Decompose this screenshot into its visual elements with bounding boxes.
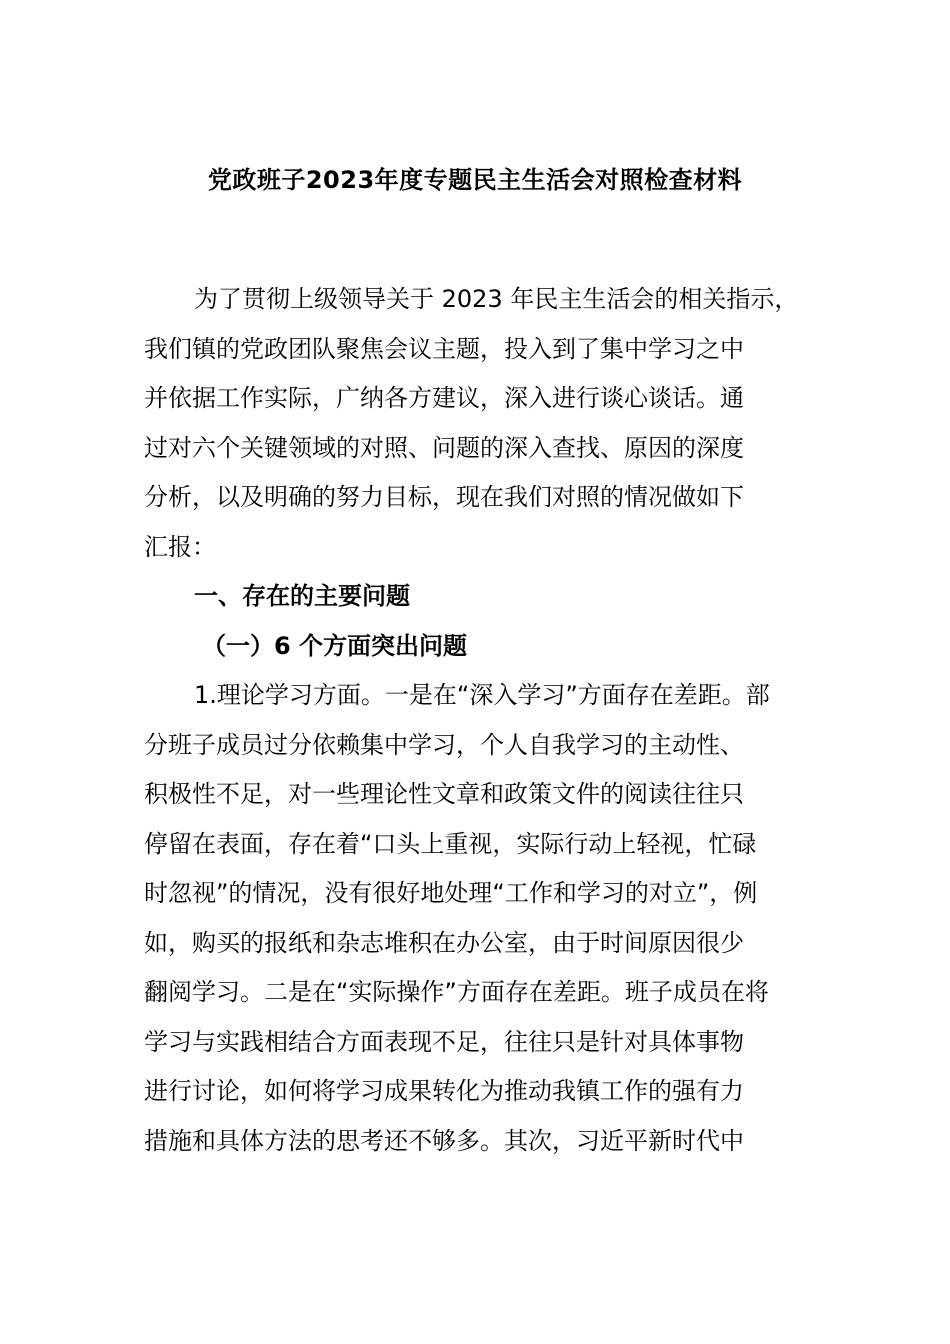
document-title: 党政班子2023年度专题民主生活会对照检查材料 (207, 166, 743, 194)
item-line: 时忽视”的情况，没有很好地处理“工作和学习的对立”，例 (144, 879, 758, 907)
item-line: 分班子成员过分依赖集中学习，个人自我学习的主动性、 (144, 730, 744, 759)
item-line: 积极性不足，对一些理论性文章和政策文件的阅读往往只 (144, 780, 744, 808)
item-line: 1.理论学习方面。一是在“深入学习”方面存在差距。部 (194, 681, 770, 709)
intro-line: 分析，以及明确的努力目标，现在我们对照的情况做如下 (144, 483, 744, 511)
intro-line: 我们镇的党政团队聚焦会议主题，投入到了集中学习之中 (144, 334, 744, 363)
document-body (144, 275, 814, 1166)
item-line: 进行讨论，如何将学习成果转化为推动我镇工作的强有力 (144, 1077, 744, 1105)
intro-line: 并依据工作实际，广纳各方建议，深入进行谈心谈话。通 (144, 384, 744, 412)
item-line: 翻阅学习。二是在“实际操作”方面存在差距。班子成员在将 (144, 978, 769, 1006)
intro-line: 为了贯彻上级领导关于 2023 年民主生活会的相关指示， (194, 285, 799, 313)
intro-line: 汇报： (144, 532, 216, 561)
item-line: 措施和具体方法的思考还不够多。其次，习近平新时代中 (144, 1126, 744, 1155)
item-line: 停留在表面，存在着“口头上重视，实际行动上轻视，忙碌 (144, 829, 757, 858)
item-line: 学习与实践相结合方面表现不足，往往只是针对具体事物 (144, 1027, 744, 1056)
intro-line: 过对六个关键领域的对照、问题的深入查找、原因的深度 (144, 433, 744, 462)
section-heading: 一、存在的主要问题 (194, 582, 410, 610)
item-line: 如，购买的报纸和杂志堆积在办公室，由于时间原因很少 (144, 928, 744, 957)
subsection-heading: （一）6 个方面突出问题 (202, 631, 468, 660)
